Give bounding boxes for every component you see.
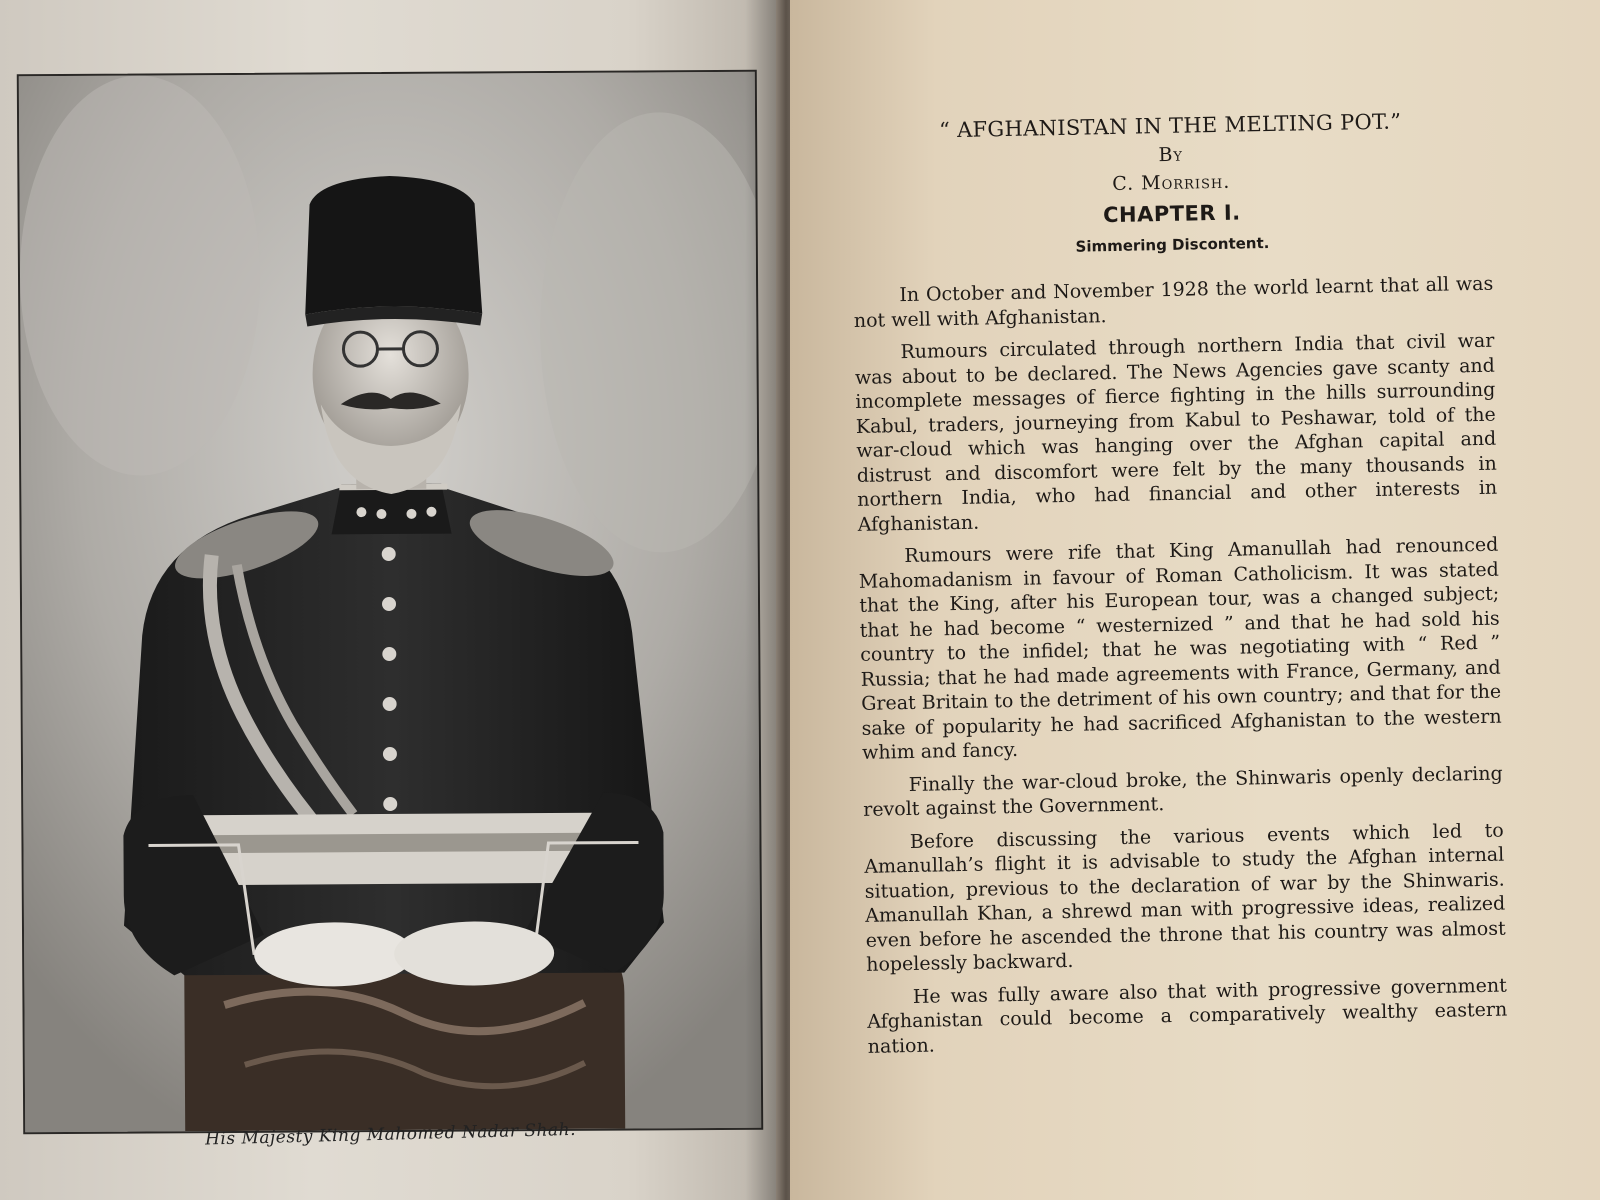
author-name: C. Morrish.	[1112, 170, 1231, 195]
book-title: “ AFGHANISTAN IN THE MELTING POT.”	[938, 109, 1402, 143]
chapter-text	[850, 108, 1508, 1067]
paragraph: Before discussing the various events which led to Amanullah’s flight it is advisable to study the Afghan internal situation, previous to the declaration of war by the Shinwaris. Amanullah Khan, a shrewd man with progressive ideas, realized even before he ascended the throne that his country was almost hopelessly backward.	[864, 819, 1506, 976]
paragraph: Rumours circulated through northern India that civil war was about to be declared. The News Agencies gave scanty and incomplete messages of fierce fighting in the hills surrounding Kabul, traders, journeying from Kabul to Peshawar, told of the war-cloud which was hanging over the Afghan capital and distrust and discomfort were felt by the many thousands in northern India, who had financial and other interests in Afghanistan.	[854, 329, 1498, 536]
byline: By	[1158, 143, 1184, 167]
paragraph: Rumours were rife that King Amanullah had renounced Mahomadanism in favour of Roman Catholicism. It was stated that the King, after his European tour, was a changed subject; that he had become “ westernized ” and that he had sold his country to the infidel; that he was negotiating with “ Red ” Russia; that he had made agreements with France, Germany, and Great Britain to the detriment of his own country; and that for the sake of popularity he had sacrificed Afghanistan to the western whim and fancy.	[858, 533, 1502, 764]
portrait-photo	[17, 70, 763, 1135]
left-page	[0, 0, 785, 1200]
paragraph: He was fully aware also that with progressive government Afghanistan could become a comparatively wealthy eastern nation.	[867, 974, 1508, 1058]
photo-caption: His Majesty King Mahomed Nadar Shah.	[204, 1119, 577, 1150]
chapter-subtitle: Simmering Discontent.	[1075, 233, 1270, 256]
chapter-heading: CHAPTER I.	[1102, 200, 1241, 228]
paragraph: Finally the war-cloud broke, the Shinwaris openly declaring revolt against the Government.	[863, 762, 1503, 821]
portrait-illustration	[19, 72, 761, 1132]
paragraph: In October and November 1928 the world learnt that all was not well with Afghanistan.	[853, 272, 1494, 332]
